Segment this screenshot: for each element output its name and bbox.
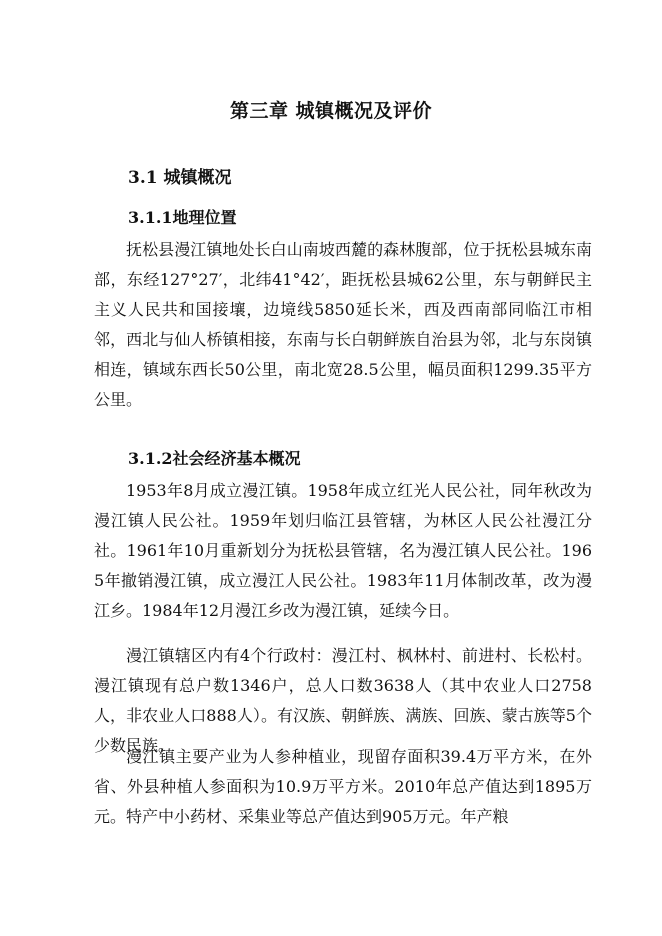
paragraph-industry: 漫江镇主要产业为人参种植业，现留存面积39.4万平方米，在外省、外县种植人参面积为10.9万平方米。2010年总产值达到1895万元。特产中小药材、采集业等总产值达到905万元。年产粮 xyxy=(94,747,592,826)
paragraph-population: 漫江镇辖区内有4个行政村：漫江村、枫林村、前进村、长松村。漫江镇现有总户数1346户，总人口数3638人（其中农业人口2758人，非农业人口888人）。有汉族、朝鲜族、满族、回族、蒙古族等5个少数民族。 xyxy=(94,646,592,755)
section-heading-3-1: 3.1 城镇概况 xyxy=(128,168,232,188)
paragraph-history: 1953年8月成立漫江镇。1958年成立红光人民公社，同年秋改为漫江镇人民公社。1959年划归临江县管辖，为林区人民公社漫江分社。1961年10月重新划分为抚松县管辖，名为漫江镇人民公社。1965年撤销漫江镇，成立漫江人民公社。1983年11月体制改革，改为漫江乡。1984年12月漫江乡改为漫江镇，延续今日。 xyxy=(94,481,592,620)
paragraph-geography: 抚松县漫江镇地处长白山南坡西麓的森林腹部，位于抚松县城东南部，东经127°27′，北纬41°42′，距抚松县城62公里，东与朝鲜民主主义人民共和国接壤，边境线5850延长米，西及西南部同临江市相邻，西北与仙人桥镇相接，东南与长白朝鲜族自治县为邻，北与东岗镇相连，镇域东西长50公里，南北宽28.5公里，幅员面积1299.35平方公里。 xyxy=(94,240,592,409)
chapter-title: 第三章 城镇概况及评价 xyxy=(229,100,433,122)
section-heading-3-1-1: 3.1.1地理位置 xyxy=(128,208,237,227)
section-heading-3-1-2: 3.1.2社会经济基本概况 xyxy=(128,449,301,468)
